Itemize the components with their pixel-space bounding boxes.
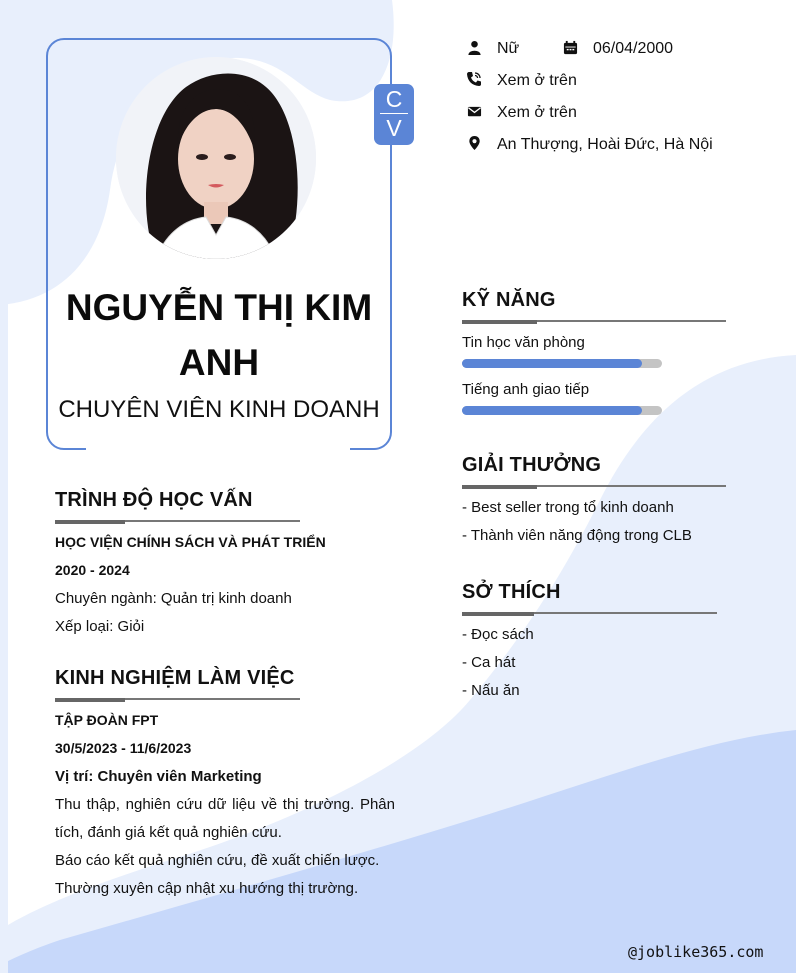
skill-label-english: Tiếng anh giao tiếp xyxy=(462,381,590,398)
calendar-icon xyxy=(561,38,579,56)
education-heading: TRÌNH ĐỘ HỌC VẤN xyxy=(55,489,253,511)
awards-heading: GIẢI THƯỞNG xyxy=(462,454,602,476)
awards-divider xyxy=(462,485,726,487)
candidate-name: NGUYỄN THỊ KIM ANH xyxy=(65,287,373,383)
skill-label-office: Tin học văn phòng xyxy=(462,334,585,351)
experience-divider xyxy=(55,698,300,700)
skill-bar-english xyxy=(462,406,662,415)
experience-company: TẬP ĐOÀN FPT xyxy=(55,712,159,728)
frame-gap xyxy=(86,446,350,456)
experience-description-2: Báo cáo kết quả nghiên cứu, đề xuất chiến lược. xyxy=(55,852,380,869)
education-school: HỌC VIỆN CHÍNH SÁCH VÀ PHÁT TRIỂN xyxy=(55,534,326,550)
watermark-text: @joblike365.com xyxy=(628,943,764,961)
cv-badge-bottom: V xyxy=(386,115,402,141)
hobby-item: - Nấu ăn xyxy=(462,682,520,699)
phone-icon xyxy=(465,70,483,88)
experience-role: Vị trí: Chuyên viên Marketing xyxy=(55,768,262,785)
education-divider xyxy=(55,520,300,522)
hobbies-divider xyxy=(462,612,717,614)
person-icon xyxy=(465,38,483,56)
email-text: Xem ở trên xyxy=(497,104,577,121)
hobby-item: - Đọc sách xyxy=(462,626,534,643)
award-item: - Best seller trong tổ kinh doanh xyxy=(462,499,674,516)
hobbies-heading: SỞ THÍCH xyxy=(462,581,561,603)
hobby-item: - Ca hát xyxy=(462,654,516,671)
skills-heading: KỸ NĂNG xyxy=(462,289,556,311)
birthday-text: 06/04/2000 xyxy=(593,40,674,57)
experience-description-3: Thường xuyên cập nhật xu hướng thị trường. xyxy=(55,880,359,897)
experience-period: 30/5/2023 - 11/6/2023 xyxy=(55,740,192,756)
phone-text: Xem ở trên xyxy=(497,72,577,89)
candidate-position: CHUYÊN VIÊN KINH DOANH xyxy=(58,396,380,423)
award-item: - Thành viên năng động trong CLB xyxy=(462,527,692,544)
location-pin-icon xyxy=(465,134,483,152)
skill-fill-english xyxy=(462,406,642,415)
mail-icon xyxy=(465,102,483,120)
education-major: Chuyên ngành: Quản trị kinh doanh xyxy=(55,590,292,607)
experience-description-1: Thu thập, nghiên cứu dữ liệu về thị trường. Phân tích, đánh giá kết quả nghiên cứu. xyxy=(55,796,395,841)
address-text: An Thượng, Hoài Đức, Hà Nội xyxy=(497,136,713,153)
cv-badge-top: C xyxy=(385,86,403,112)
education-grade: Xếp loại: Giỏi xyxy=(55,618,145,635)
skills-divider xyxy=(462,320,726,322)
skill-fill-office xyxy=(462,359,642,368)
education-years: 2020 - 2024 xyxy=(55,562,130,578)
cv-badge xyxy=(374,84,414,145)
experience-heading: KINH NGHIỆM LÀM VIỆC xyxy=(55,667,295,689)
skill-bar-office xyxy=(462,359,662,368)
gender-text: Nữ xyxy=(497,40,520,57)
profile-photo xyxy=(116,57,316,259)
